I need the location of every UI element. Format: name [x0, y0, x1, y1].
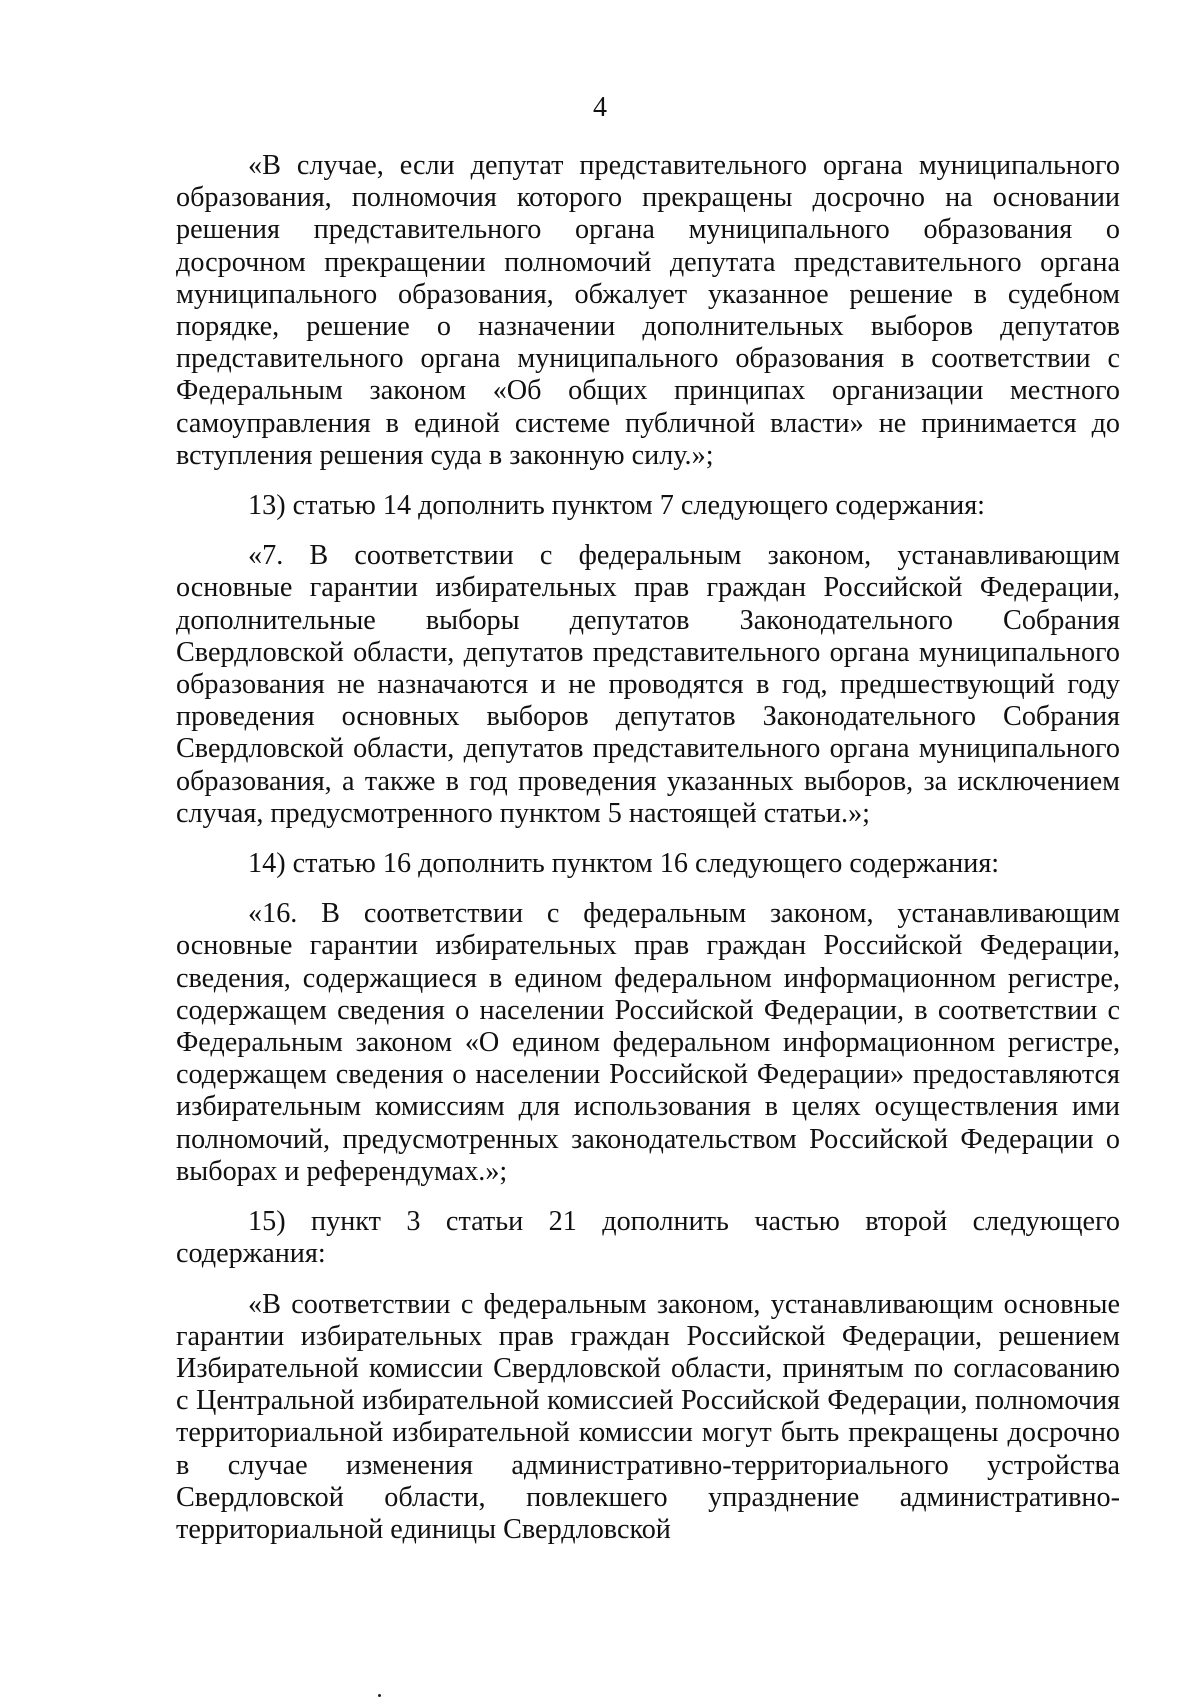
page-number: 4: [593, 92, 607, 123]
paragraph-item-14: 14) статью 16 дополнить пунктом 16 следующего содержания:: [248, 848, 1000, 880]
scan-speck: [378, 1694, 381, 1697]
paragraph-quoted-point-16: «16. В соответствии с федеральным законом, устанавливающим основные гарантии избирательных прав граждан Российской Федерации, сведения, содержащиеся в едином федеральном информационном регистре, содержащем сведения о населении Российской Федерации, в соответствии с Федеральным законом «О едином федеральном информационном регистре, содержащем сведения о населении Российской Федерации» предоставляются избирательным комиссиям для использования в целях осуществления ими полномочий, предусмотренных законодательством Российской Федерации о выборах и референдумах.»;: [176, 898, 1120, 1187]
paragraph-quoted-point-7: «7. В соответствии с федеральным законом, устанавливающим основные гарантии избирательных прав граждан Российской Федерации, дополнительные выборы депутатов Законодательного Собрания Свердловской области, депутатов представительного органа муниципального образования не назначаются и не проводятся в год, предшествующий году проведения основных выборов депутатов Законодательного Собрания Свердловской области, депутатов представительного органа муниципального образования, а также в год проведения указанных выборов, за исключением случая, предусмотренного пунктом 5 настоящей статьи.»;: [176, 540, 1120, 829]
paragraph-quoted-part-two: «В соответствии с федеральным законом, устанавливающим основные гарантии избирательных прав граждан Российской Федерации, решением Избирательной комиссии Свердловской области, принятым по согласованию с Центральной избирательной комиссией Российской Федерации, полномочия территориальной избирательной комиссии могут быть прекращены досрочно в случае изменения административно-территориального устройства Свердловской области, повлекшего упразднение административно-территориальной единицы Свердловской: [176, 1288, 1120, 1545]
document-body: [176, 150, 1120, 1546]
paragraph-item-13: 13) статью 14 дополнить пунктом 7 следующего содержания:: [248, 490, 986, 522]
paragraph-quoted-deputy-clause: «В случае, если депутат представительного органа муниципального образования, полномочия которого прекращены досрочно на основании решения представительного органа муниципального образования о досрочном прекращении полномочий депутата представительного органа муниципального образования, обжалует указанное решение в судебном порядке, решение о назначении дополнительных выборов депутатов представительного органа муниципального образования в соответствии с Федеральным законом «Об общих принципах организации местного самоуправления в единой системе публичной власти» не принимается до вступления решения суда в законную силу.»;: [176, 150, 1120, 471]
paragraph-item-15: 15) пункт 3 статьи 21 дополнить частью второй следующего содержания:: [176, 1206, 1120, 1270]
